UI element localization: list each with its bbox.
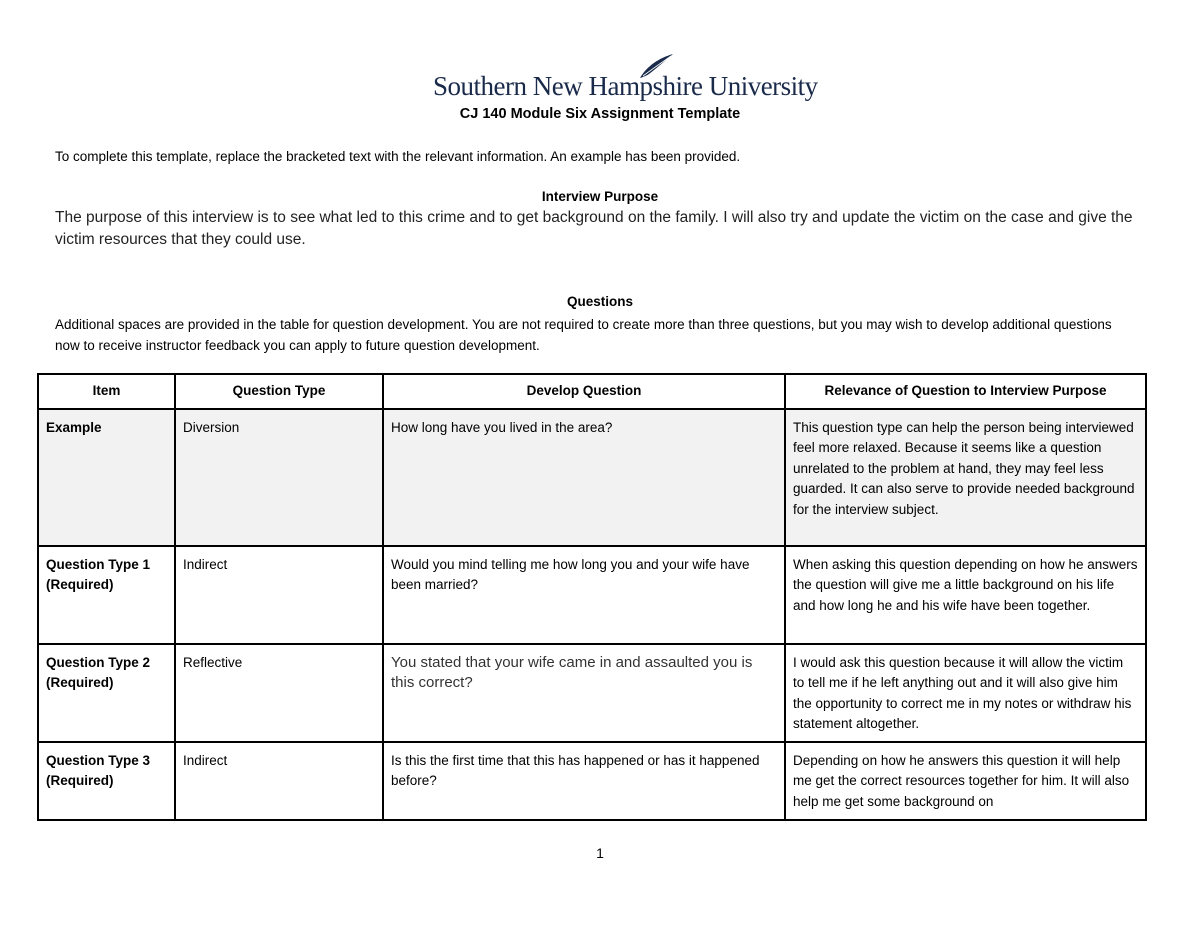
row-question: You stated that your wife came in and assaulted you is this correct? [383,644,785,742]
header-question-type: Question Type [175,374,383,409]
questions-heading: Questions [566,294,633,309]
row-item: Question Type 1 (Required) [38,546,175,644]
logo-wordmark: Southern New Hampshire University [433,71,818,101]
row-question: How long have you lived in the area? [383,409,785,546]
table-row-example [38,409,1146,546]
row-relevance: I would ask this question because it will allow the victim to tell me if he left anything out and it will also give him the opportunity to correct me in my notes or withdraw his statement altogether. [785,644,1146,742]
table-header-row [38,374,1146,409]
interview-purpose-text: The purpose of this interview is to see what led to this crime and to get background on the family. I will also try and update the victim on the case and give the victim resources that they could use. [55,209,1133,248]
row-question-type: Indirect [175,742,383,820]
row-question: Is this the first time that this has happened or has it happened before? [383,742,785,820]
table-row-question-3 [38,742,1146,820]
intro-instructions: To complete this template, replace the bracketed text with the relevant information. An example has been provided. [55,149,741,164]
table-row-question-1 [38,546,1146,644]
row-question-type: Reflective [175,644,383,742]
questions-note: Additional spaces are provided in the table for question development. You are not required to create more than three questions, but you may wish to develop additional questions now to receive instructor feedback you can apply to future question development. [55,317,1112,353]
header-develop-question: Develop Question [383,374,785,409]
university-logo [433,52,818,104]
header-item: Item [38,374,175,409]
row-item: Question Type 3 (Required) [38,742,175,820]
row-item: Example [38,409,175,546]
interview-purpose-heading: Interview Purpose [541,189,659,204]
table-row-question-2 [38,644,1146,742]
row-relevance: This question type can help the person being interviewed feel more relaxed. Because it seems like a question unrelated to the problem at hand, they may feel less guarded. It can also serve to provide needed background for the interview subject. [785,409,1146,546]
row-relevance: Depending on how he answers this question it will help me get the correct resources together for him. It will also help me get some background on [785,742,1146,820]
row-question-type: Indirect [175,546,383,644]
row-question-type: Diversion [175,409,383,546]
page-title: CJ 140 Module Six Assignment Template [459,106,741,122]
row-question: Would you mind telling me how long you and your wife have been married? [383,546,785,644]
row-relevance: When asking this question depending on how he answers the question will give me a little background on his life and how long he and his wife have been together. [785,546,1146,644]
page-number: 1 [596,845,604,861]
row-item: Question Type 2 (Required) [38,644,175,742]
questions-table [37,373,1147,821]
header-relevance: Relevance of Question to Interview Purpose [785,374,1146,409]
